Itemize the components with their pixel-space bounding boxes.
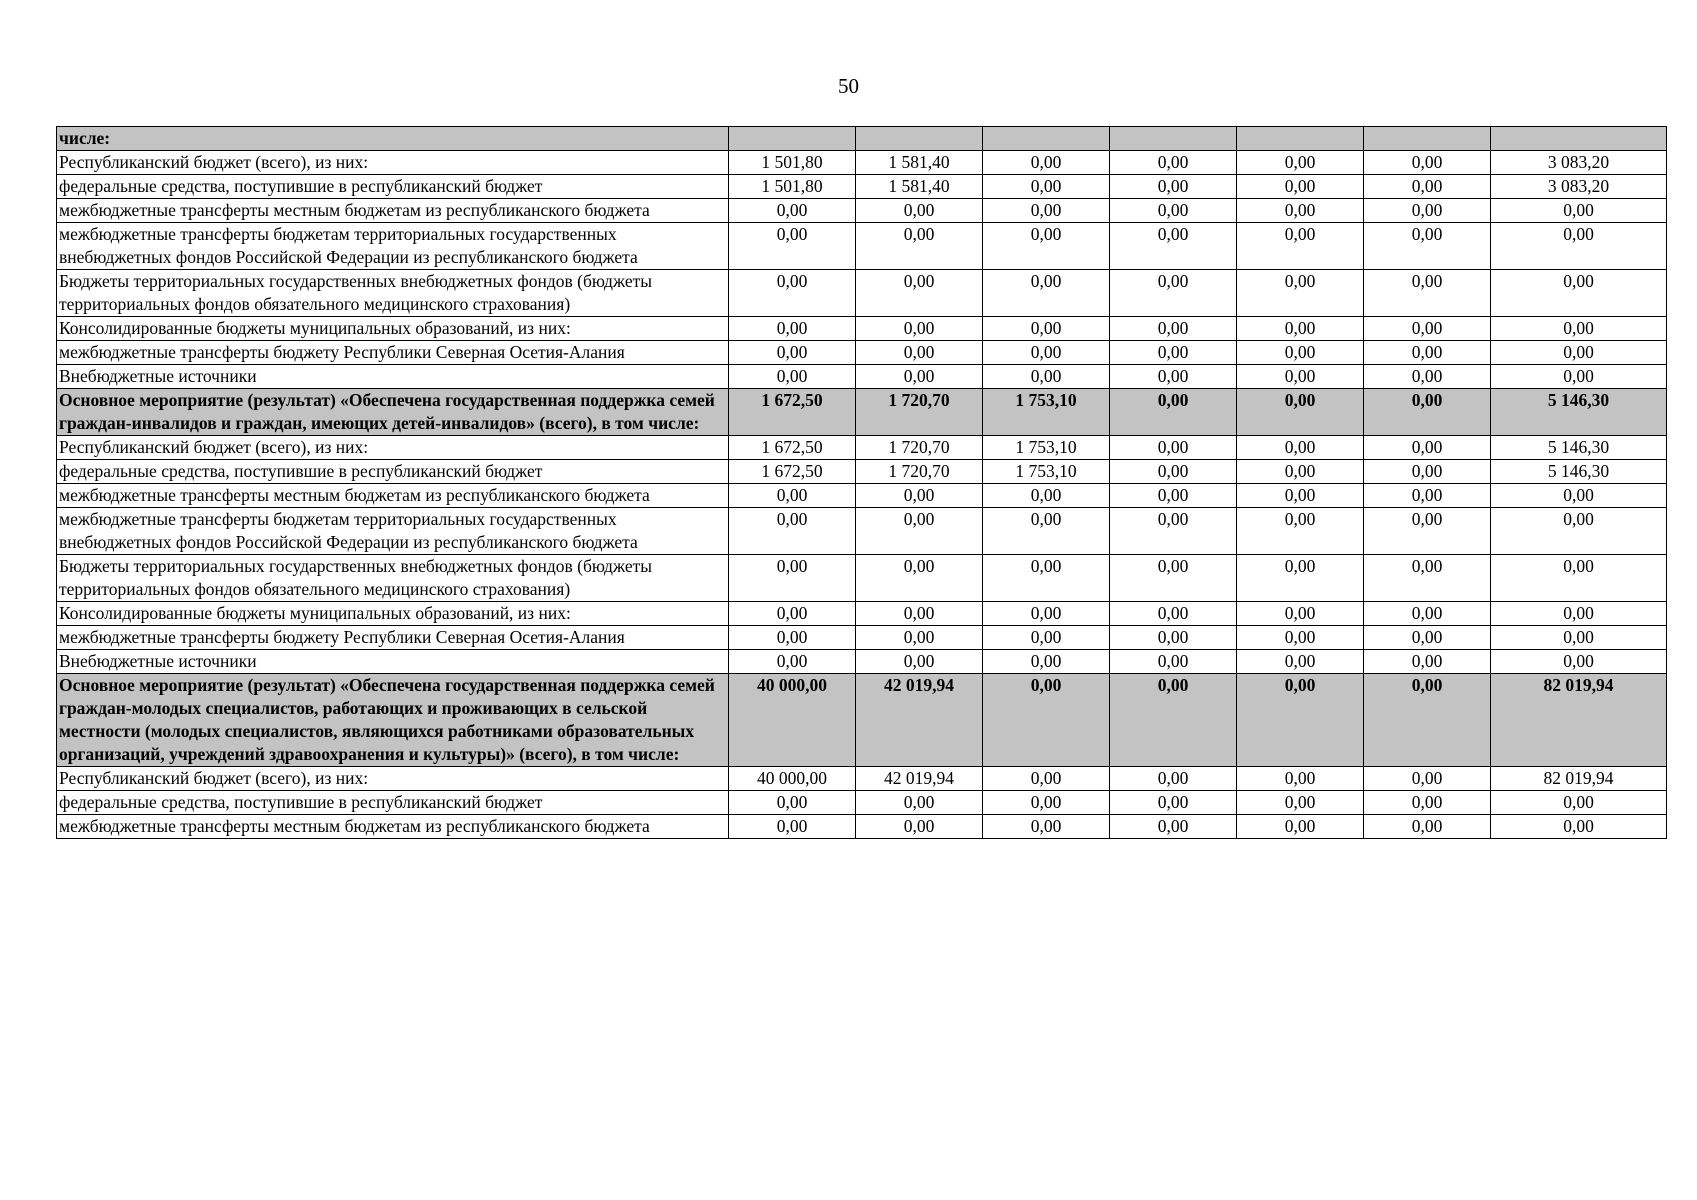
row-value: 0,00	[983, 223, 1110, 270]
row-label: межбюджетные трансферты местным бюджетам из республиканского бюджета	[57, 199, 729, 223]
row-value: 0,00	[856, 365, 983, 389]
row-value: 0,00	[1364, 650, 1491, 674]
row-value: 0,00	[1364, 341, 1491, 365]
row-value: 0,00	[729, 555, 856, 602]
row-value: 0,00	[729, 199, 856, 223]
row-value: 0,00	[1110, 317, 1237, 341]
row-value: 0,00	[1491, 508, 1667, 555]
row-value: 0,00	[729, 508, 856, 555]
row-value: 0,00	[1237, 175, 1364, 199]
row-value	[1110, 127, 1237, 151]
row-label: Внебюджетные источники	[57, 650, 729, 674]
row-value: 3 083,20	[1491, 175, 1667, 199]
row-value: 0,00	[1237, 555, 1364, 602]
row-value: 0,00	[983, 199, 1110, 223]
table-row	[57, 270, 1667, 317]
row-value: 0,00	[1237, 365, 1364, 389]
row-label: Бюджеты территориальных государственных внебюджетных фондов (бюджеты территориальных фондов обязательного медицинского страхования)	[57, 270, 729, 317]
row-value: 0,00	[856, 791, 983, 815]
row-value: 0,00	[1237, 815, 1364, 839]
row-value: 0,00	[983, 341, 1110, 365]
table-row	[57, 484, 1667, 508]
row-value: 0,00	[1491, 815, 1667, 839]
table-row	[57, 508, 1667, 555]
row-value: 5 146,30	[1491, 389, 1667, 436]
row-value: 0,00	[856, 270, 983, 317]
row-value: 0,00	[1364, 767, 1491, 791]
row-value: 40 000,00	[729, 767, 856, 791]
row-value: 1 581,40	[856, 151, 983, 175]
row-value: 0,00	[1110, 199, 1237, 223]
row-value: 0,00	[1364, 626, 1491, 650]
row-value: 0,00	[983, 484, 1110, 508]
row-value: 0,00	[1237, 270, 1364, 317]
row-value: 40 000,00	[729, 674, 856, 767]
row-value: 0,00	[729, 626, 856, 650]
row-value: 0,00	[1491, 199, 1667, 223]
row-value: 0,00	[1110, 674, 1237, 767]
row-value: 0,00	[1237, 151, 1364, 175]
row-label: Республиканский бюджет (всего), из них:	[57, 767, 729, 791]
table-row	[57, 460, 1667, 484]
row-value: 82 019,94	[1491, 674, 1667, 767]
budget-table	[56, 126, 1667, 839]
row-value: 0,00	[856, 484, 983, 508]
row-value: 0,00	[1110, 151, 1237, 175]
row-value: 0,00	[1110, 484, 1237, 508]
row-value: 0,00	[1237, 317, 1364, 341]
row-value: 0,00	[1491, 365, 1667, 389]
row-value	[983, 127, 1110, 151]
row-value: 0,00	[1491, 484, 1667, 508]
row-value	[1237, 127, 1364, 151]
row-value: 0,00	[1491, 791, 1667, 815]
row-label: Республиканский бюджет (всего), из них:	[57, 151, 729, 175]
row-value: 0,00	[1364, 484, 1491, 508]
row-value: 0,00	[1110, 175, 1237, 199]
row-value: 0,00	[1237, 791, 1364, 815]
row-value: 0,00	[1364, 602, 1491, 626]
row-value: 1 501,80	[729, 151, 856, 175]
row-value: 0,00	[983, 175, 1110, 199]
row-value: 0,00	[1237, 199, 1364, 223]
row-value: 0,00	[1110, 555, 1237, 602]
row-value: 0,00	[729, 815, 856, 839]
row-value: 1 753,10	[983, 436, 1110, 460]
row-value: 0,00	[983, 317, 1110, 341]
row-value: 0,00	[856, 650, 983, 674]
row-value: 1 753,10	[983, 460, 1110, 484]
row-value: 0,00	[729, 317, 856, 341]
row-value: 1 753,10	[983, 389, 1110, 436]
row-value: 0,00	[856, 602, 983, 626]
row-value: 1 672,50	[729, 436, 856, 460]
row-value: 0,00	[1364, 460, 1491, 484]
row-label: межбюджетные трансферты бюджету Республики Северная Осетия-Алания	[57, 341, 729, 365]
row-value: 0,00	[1237, 602, 1364, 626]
row-value: 0,00	[729, 602, 856, 626]
row-value: 0,00	[729, 341, 856, 365]
table-row	[57, 815, 1667, 839]
table-row	[57, 199, 1667, 223]
row-value: 0,00	[983, 815, 1110, 839]
table-row	[57, 650, 1667, 674]
row-value: 0,00	[983, 270, 1110, 317]
row-value: 1 672,50	[729, 389, 856, 436]
row-value: 0,00	[1110, 270, 1237, 317]
row-value: 0,00	[856, 555, 983, 602]
row-value: 0,00	[1110, 767, 1237, 791]
row-value: 0,00	[1237, 341, 1364, 365]
row-value: 0,00	[1364, 389, 1491, 436]
row-label: Бюджеты территориальных государственных внебюджетных фондов (бюджеты территориальных фондов обязательного медицинского страхования)	[57, 555, 729, 602]
row-value	[1491, 127, 1667, 151]
row-value: 0,00	[1364, 175, 1491, 199]
row-label: федеральные средства, поступившие в республиканский бюджет	[57, 791, 729, 815]
row-value: 82 019,94	[1491, 767, 1667, 791]
table-row	[57, 602, 1667, 626]
row-value: 0,00	[1364, 223, 1491, 270]
row-value: 0,00	[1110, 341, 1237, 365]
row-value: 0,00	[1110, 508, 1237, 555]
row-value: 0,00	[856, 199, 983, 223]
row-value: 0,00	[1237, 484, 1364, 508]
row-value: 0,00	[856, 223, 983, 270]
row-value: 0,00	[1491, 626, 1667, 650]
row-value: 0,00	[1110, 460, 1237, 484]
row-value: 0,00	[1491, 341, 1667, 365]
row-value: 0,00	[1237, 223, 1364, 270]
row-value: 0,00	[1364, 365, 1491, 389]
row-value: 0,00	[983, 508, 1110, 555]
row-label: межбюджетные трансферты бюджетам территориальных государственных внебюджетных фондов Российской Федерации из республиканского бюджета	[57, 223, 729, 270]
row-value: 0,00	[729, 270, 856, 317]
row-value: 0,00	[1110, 650, 1237, 674]
row-value: 42 019,94	[856, 674, 983, 767]
table-row-section	[57, 674, 1667, 767]
row-value: 0,00	[1491, 602, 1667, 626]
row-label: межбюджетные трансферты местным бюджетам из республиканского бюджета	[57, 484, 729, 508]
row-value: 0,00	[1237, 436, 1364, 460]
row-label: Внебюджетные источники	[57, 365, 729, 389]
row-value: 0,00	[1237, 508, 1364, 555]
row-value: 0,00	[1110, 626, 1237, 650]
budget-table-body	[57, 127, 1667, 839]
table-row	[57, 175, 1667, 199]
row-value: 5 146,30	[1491, 460, 1667, 484]
row-label: межбюджетные трансферты бюджетам территориальных государственных внебюджетных фондов Российской Федерации из республиканского бюджета	[57, 508, 729, 555]
page-number: 50	[838, 74, 859, 98]
row-value: 0,00	[1237, 626, 1364, 650]
row-value: 0,00	[729, 650, 856, 674]
row-value: 0,00	[983, 650, 1110, 674]
row-value: 0,00	[856, 626, 983, 650]
table-row-section	[57, 127, 1667, 151]
table-row	[57, 223, 1667, 270]
table-row	[57, 317, 1667, 341]
row-value: 3 083,20	[1491, 151, 1667, 175]
row-label: Консолидированные бюджеты муниципальных образований, из них:	[57, 602, 729, 626]
row-label: Основное мероприятие (результат) «Обеспечена государственная поддержка семей граждан-инвалидов и граждан, имеющих детей-инвалидов» (всего), в том числе:	[57, 389, 729, 436]
row-value: 0,00	[1110, 436, 1237, 460]
row-label: Республиканский бюджет (всего), из них:	[57, 436, 729, 460]
row-value: 0,00	[856, 815, 983, 839]
row-value: 0,00	[1491, 650, 1667, 674]
row-value: 0,00	[983, 555, 1110, 602]
row-value: 0,00	[983, 791, 1110, 815]
row-value: 0,00	[1491, 270, 1667, 317]
row-value: 1 501,80	[729, 175, 856, 199]
row-value: 0,00	[1364, 270, 1491, 317]
row-value: 0,00	[983, 602, 1110, 626]
row-value: 0,00	[856, 317, 983, 341]
row-value: 0,00	[1237, 767, 1364, 791]
row-value: 0,00	[1364, 508, 1491, 555]
table-row	[57, 626, 1667, 650]
row-value: 0,00	[1364, 674, 1491, 767]
row-value: 0,00	[729, 484, 856, 508]
table-row	[57, 436, 1667, 460]
row-value: 1 720,70	[856, 460, 983, 484]
row-value: 0,00	[983, 767, 1110, 791]
table-row	[57, 555, 1667, 602]
row-value: 0,00	[856, 341, 983, 365]
row-value: 0,00	[1110, 791, 1237, 815]
table-row	[57, 341, 1667, 365]
table-row	[57, 791, 1667, 815]
row-value: 0,00	[1491, 555, 1667, 602]
row-value: 0,00	[983, 626, 1110, 650]
row-label: числе:	[57, 127, 729, 151]
row-value: 0,00	[1364, 317, 1491, 341]
row-label: федеральные средства, поступившие в республиканский бюджет	[57, 175, 729, 199]
row-label: Основное мероприятие (результат) «Обеспечена государственная поддержка семей граждан-молодых специалистов, работающих и проживающих в сельской местности (молодых специалистов, являющихся работниками образовательных организаций, учреждений здравоохранения и культуры)» (всего), в том числе:	[57, 674, 729, 767]
table-row-section	[57, 389, 1667, 436]
row-value: 0,00	[1237, 460, 1364, 484]
row-label: межбюджетные трансферты бюджету Республики Северная Осетия-Алания	[57, 626, 729, 650]
row-value: 0,00	[1110, 602, 1237, 626]
row-value: 0,00	[1364, 199, 1491, 223]
row-value: 0,00	[856, 508, 983, 555]
row-value	[1364, 127, 1491, 151]
row-label: Консолидированные бюджеты муниципальных образований, из них:	[57, 317, 729, 341]
row-value: 0,00	[1110, 815, 1237, 839]
row-value: 0,00	[1491, 223, 1667, 270]
row-value: 0,00	[983, 151, 1110, 175]
row-value: 0,00	[1364, 815, 1491, 839]
row-value: 0,00	[1237, 650, 1364, 674]
row-label: межбюджетные трансферты местным бюджетам из республиканского бюджета	[57, 815, 729, 839]
row-value: 0,00	[1364, 555, 1491, 602]
table-row	[57, 151, 1667, 175]
row-value: 0,00	[1110, 365, 1237, 389]
row-value: 0,00	[1110, 223, 1237, 270]
row-value	[856, 127, 983, 151]
row-value: 0,00	[1237, 389, 1364, 436]
row-value: 1 720,70	[856, 436, 983, 460]
row-value: 0,00	[983, 365, 1110, 389]
row-value: 0,00	[729, 365, 856, 389]
row-value: 42 019,94	[856, 767, 983, 791]
row-value: 0,00	[729, 223, 856, 270]
row-value: 0,00	[983, 674, 1110, 767]
row-value: 0,00	[1237, 674, 1364, 767]
table-row	[57, 365, 1667, 389]
row-value: 1 672,50	[729, 460, 856, 484]
row-value: 1 720,70	[856, 389, 983, 436]
row-value: 0,00	[1491, 317, 1667, 341]
row-value: 0,00	[1364, 151, 1491, 175]
row-value: 0,00	[1110, 389, 1237, 436]
row-value	[729, 127, 856, 151]
row-value: 5 146,30	[1491, 436, 1667, 460]
table-row	[57, 767, 1667, 791]
row-value: 0,00	[729, 791, 856, 815]
row-value: 0,00	[1364, 436, 1491, 460]
row-label: федеральные средства, поступившие в республиканский бюджет	[57, 460, 729, 484]
row-value: 1 581,40	[856, 175, 983, 199]
row-value: 0,00	[1364, 791, 1491, 815]
